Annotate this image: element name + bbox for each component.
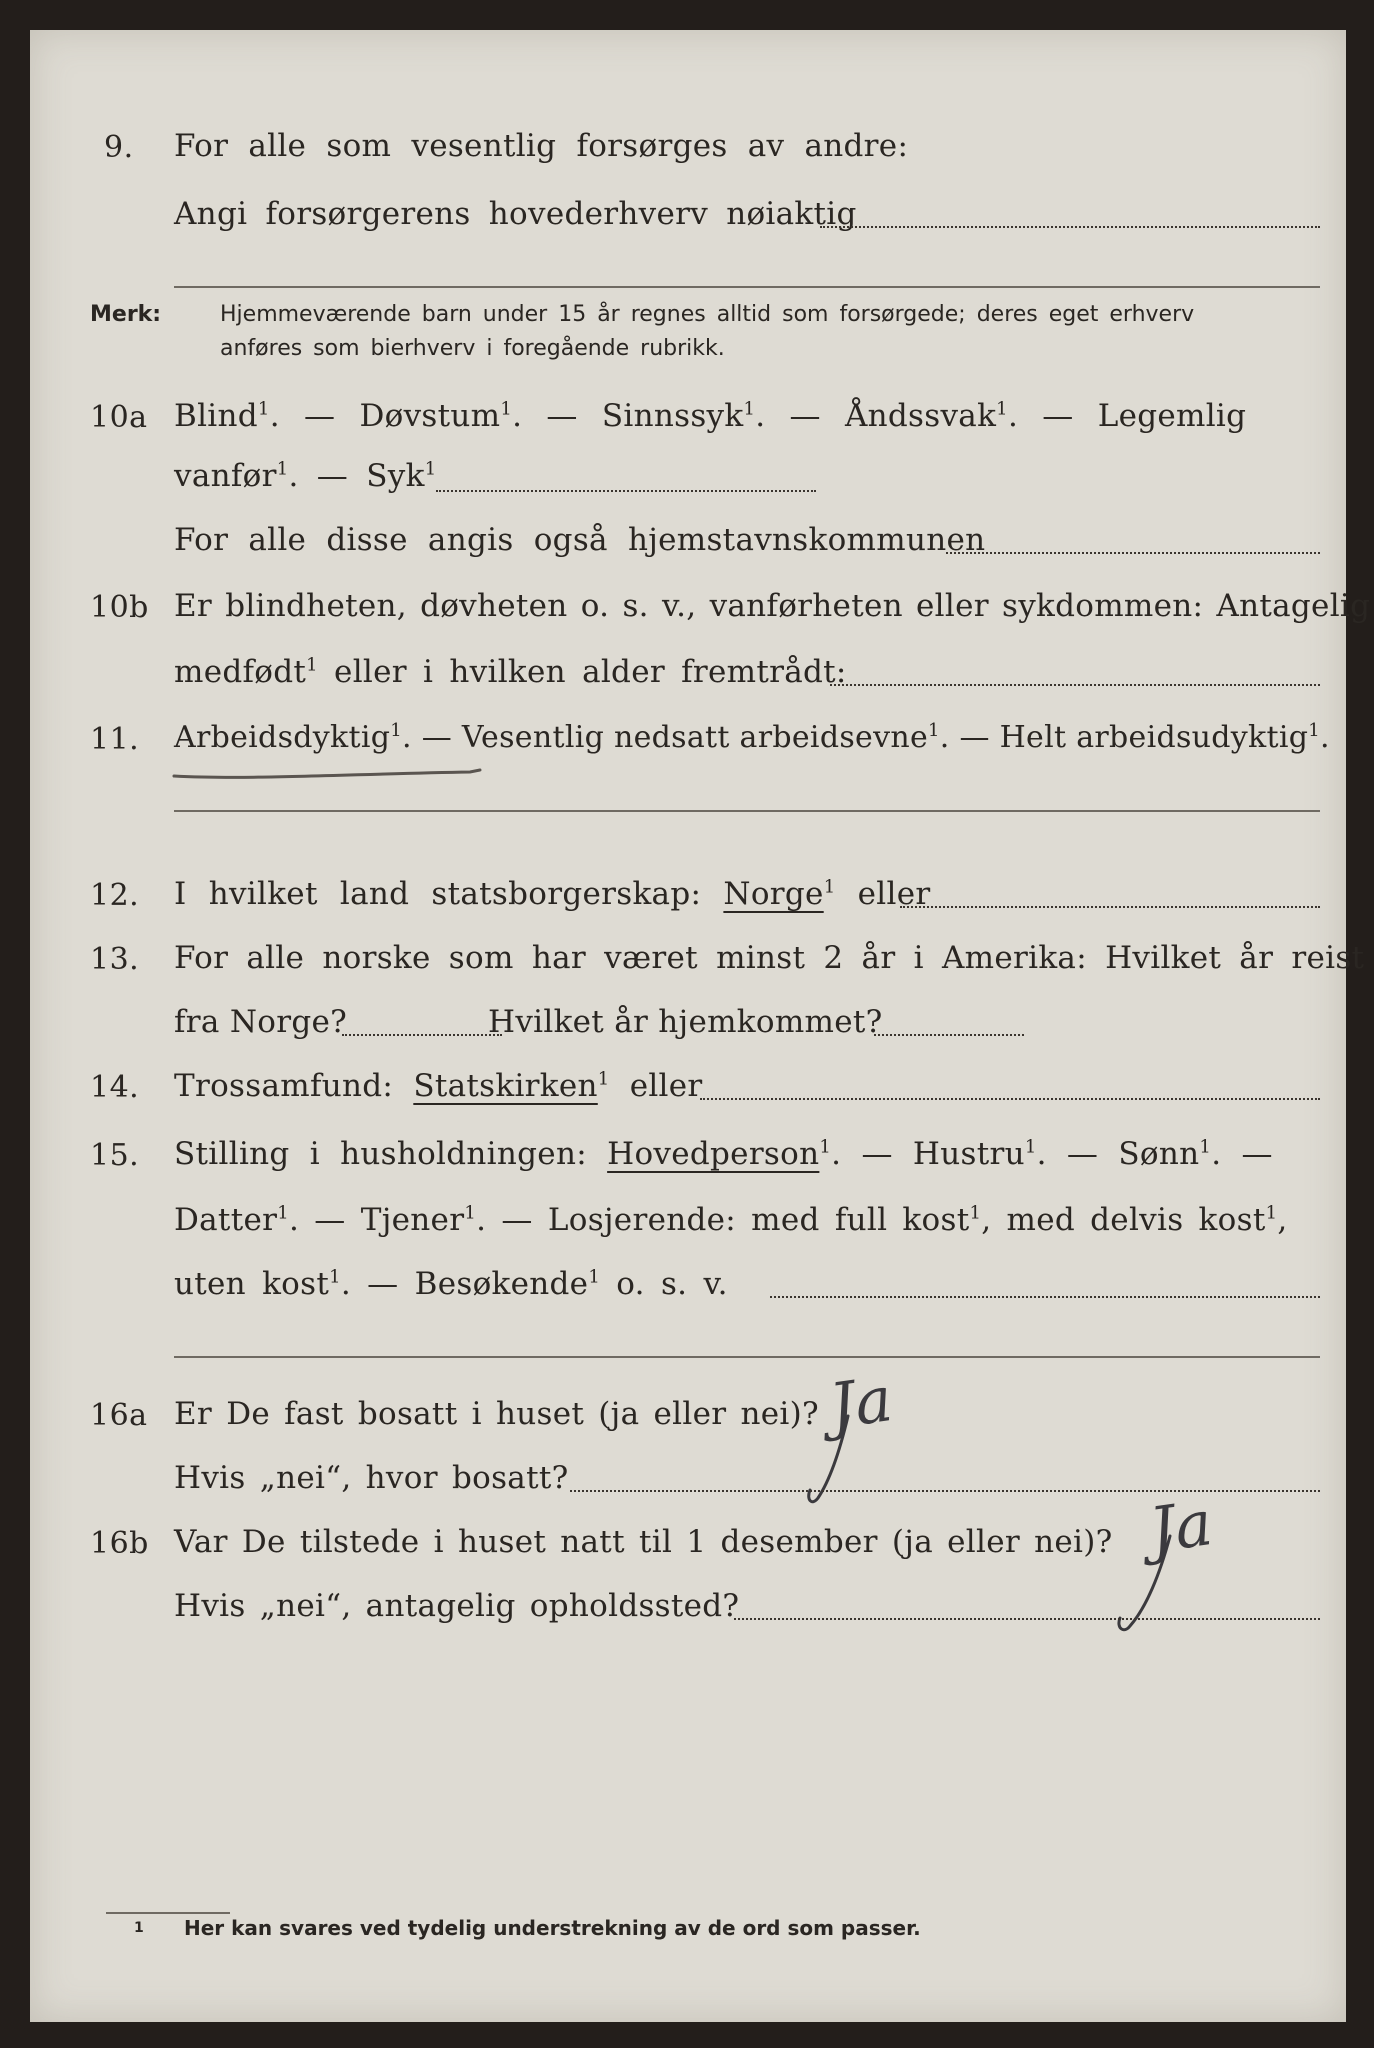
- footnote-rule: [106, 1912, 230, 1914]
- q13-left-label: fra Norge?: [174, 1004, 348, 1040]
- q10a-home-municipality: For alle disse angis også hjemstavnskommunen: [174, 522, 986, 558]
- merk-line-2: anføres som bierhverv i foregående rubrikk.: [220, 336, 725, 361]
- q11-options: Arbeidsdyktig$^1$. — Vesentlig nedsatt arbeidsevne$^1$. — Helt arbeidsudyktig$^1$.: [174, 720, 1330, 755]
- q13-text: For alle norske som har været minst 2 år i Amerika: Hvilket år reist: [174, 940, 1365, 976]
- q15-number: 15.: [90, 1138, 140, 1173]
- q10b-text: Er blindheten, døvheten o. s. v., vanførheten eller sykdommen: Antagelig: [174, 588, 1371, 624]
- q13-number: 13.: [90, 942, 140, 977]
- q13-return-field[interactable]: [874, 1034, 1024, 1036]
- q10a-options-2: vanfør$^1$. — Syk$^1$: [174, 458, 437, 494]
- q16b-answer-field[interactable]: [734, 1618, 1320, 1620]
- footnote-mark: 1: [134, 1920, 144, 1936]
- q10b-number: 10b: [90, 590, 149, 625]
- handwriting-stroke: [1110, 1530, 1180, 1640]
- q12-other-field[interactable]: [900, 906, 1320, 908]
- footnote-text: Her kan svares ved tydelig understrekning av de ord som passer.: [184, 1916, 921, 1940]
- q11-option-nedsatt[interactable]: . — Vesentlig nedsatt arbeidsevne: [402, 720, 929, 755]
- q11-option-udyktig[interactable]: . — Helt arbeidsudyktig: [939, 720, 1309, 755]
- q16a-handwritten-answer[interactable]: Ja: [825, 1362, 897, 1443]
- merk-line-1: Hjemmeværende barn under 15 år regnes alltid som forsørgede; deres eget erhverv: [220, 302, 1195, 327]
- q9-number: 9.: [104, 130, 134, 165]
- q13-right-label: Hvilket år hjemkommet?: [488, 1004, 883, 1040]
- q11-option-arbeidsdyktig[interactable]: Arbeidsdyktig: [174, 720, 391, 755]
- merk-note: [220, 298, 1194, 366]
- q13-departure-field[interactable]: [342, 1034, 502, 1036]
- divider: [174, 1356, 1320, 1358]
- q10a-municipality-field[interactable]: [946, 552, 1320, 554]
- q12-text: I hvilket land statsborgerskap: Norge$^1$ eller: [174, 876, 931, 912]
- divider: [174, 810, 1320, 812]
- q16b-text: Var De tilstede i huset natt til 1 desember (ja eller nei)?: [174, 1524, 1113, 1560]
- q9-text: For alle som vesentlig forsørges av andre:: [174, 128, 909, 164]
- q16b-prompt: Hvis „nei“, antagelig opholdssted?: [174, 1588, 740, 1624]
- divider: [174, 286, 1320, 288]
- q16b-handwritten-answer[interactable]: Ja: [1145, 1486, 1217, 1567]
- q16a-text: Er De fast bosatt i huset (ja eller nei)?: [174, 1396, 819, 1432]
- q16a-number: 16a: [90, 1398, 148, 1433]
- q9-answer-field[interactable]: [820, 226, 1320, 228]
- q11-number: 11.: [90, 722, 140, 757]
- q14-number: 14.: [90, 1070, 140, 1105]
- q10a-options: Blind$^1$. — Døvstum$^1$. — Sinnssyk$^1$. — Åndssvak$^1$. — Legemlig: [174, 398, 1247, 434]
- q14-answer-statskirken[interactable]: Statskirken: [413, 1068, 598, 1104]
- q14-text: Trossamfund: Statskirken$^1$ eller: [174, 1068, 703, 1104]
- q15-line-2: Datter$^1$. — Tjener$^1$. — Losjerende: med full kost$^1$, med delvis kost$^1$,: [174, 1202, 1288, 1238]
- q15-line-1: Stilling i husholdningen: Hovedperson$^1$. — Hustru$^1$. — Sønn$^1$. —: [174, 1136, 1273, 1172]
- q15-answer-hovedperson[interactable]: Hovedperson: [607, 1136, 820, 1172]
- q10a-number: 10a: [90, 400, 148, 435]
- pencil-underline-mark: [170, 760, 490, 790]
- q14-other-field[interactable]: [700, 1098, 1320, 1100]
- q16a-answer-field[interactable]: [570, 1490, 1320, 1492]
- q12-answer-norge[interactable]: Norge: [723, 876, 824, 912]
- q15-other-field[interactable]: [770, 1296, 1320, 1298]
- q15-line-3: uten kost$^1$. — Besøkende$^1$ o. s. v.: [174, 1266, 728, 1302]
- q16b-number: 16b: [90, 1526, 149, 1561]
- q10a-sick-field[interactable]: [436, 490, 816, 492]
- q9-prompt: Angi forsørgerens hovederhverv nøiaktig: [174, 196, 857, 232]
- census-form-page: [30, 30, 1371, 2022]
- q16a-prompt: Hvis „nei“, hvor bosatt?: [174, 1460, 569, 1496]
- q10b-answer-field[interactable]: [830, 684, 1320, 686]
- q10b-text-2: medfødt$^1$ eller i hvilken alder fremtrådt:: [174, 654, 847, 690]
- q12-number: 12.: [90, 878, 140, 913]
- merk-label: Merk:: [90, 302, 162, 327]
